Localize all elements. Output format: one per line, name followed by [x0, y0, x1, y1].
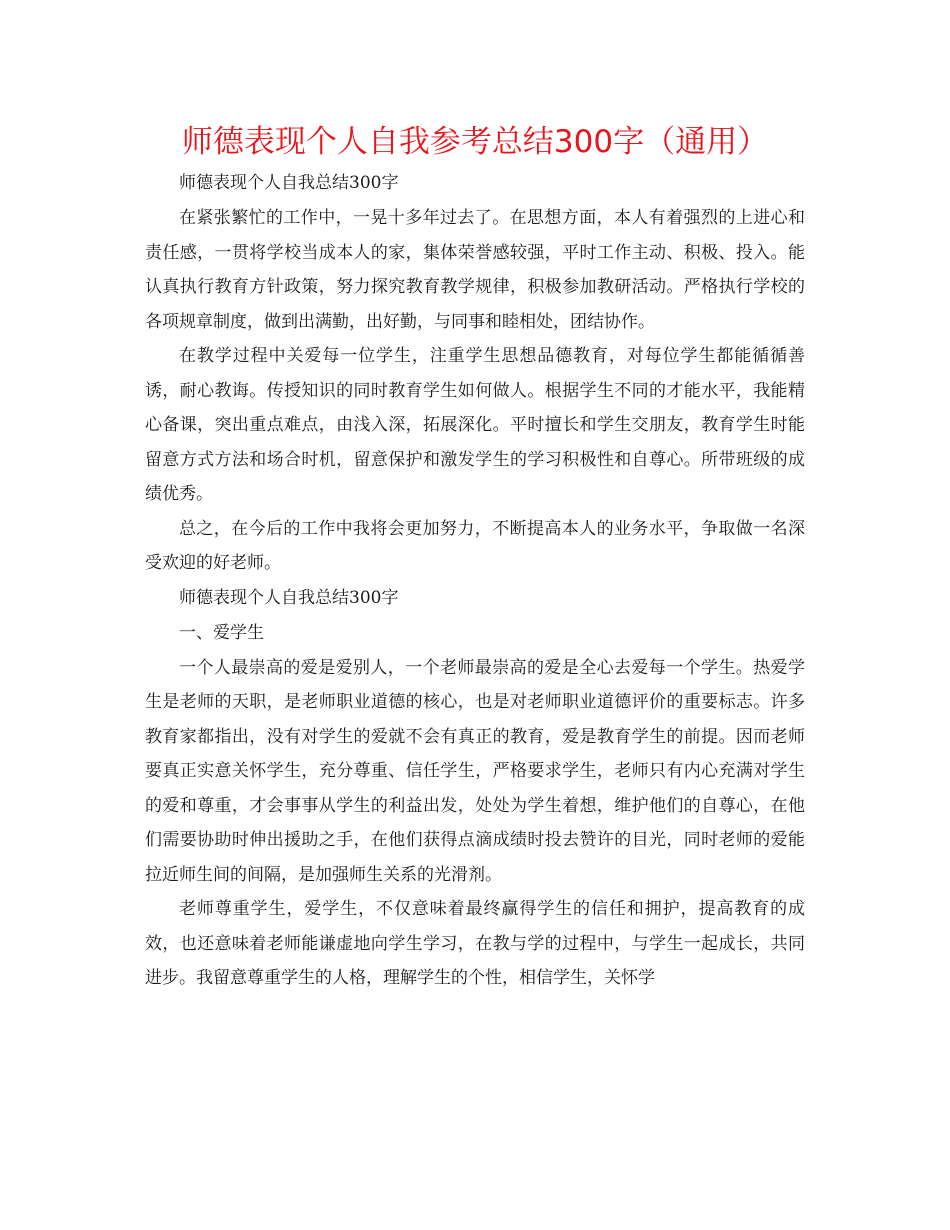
- document-title: 师德表现个人自我参考总结300字（通用）: [181, 124, 769, 160]
- section-heading: 师德表现个人自我总结300字: [179, 587, 399, 608]
- section-heading: 师德表现个人自我总结300字: [179, 173, 399, 193]
- paragraph: 在教学过程中关爱每一位学生，注重学生思想品德教育，对每位学生都能循循善诱，耐心教诲。传授知识的同时教育学生如何做人。根据学生不同的才能水平，我能精心备课，突出重点难点，由浅入深，拓展深化。平时擅长和学生交朋友，教育学生时能留意方式方法和场合时机，留意保护和激发学生的学习积极性和自尊心。所带班级的成绩优秀。: [145, 346, 805, 504]
- paragraph: 在紧张繁忙的工作中，一晃十多年过去了。在思想方面，本人有着强烈的上进心和责任感，一贯将学校当成本人的家，集体荣誉感较强，平时工作主动、积极、投入。能认真执行教育方针政策，努力探究教育教学规律，积极参加教研活动。严格执行学校的各项规章制度，做到出满勤，出好勤，与同事和睦相处，团结协作。: [145, 208, 805, 332]
- paragraph: 总之，在今后的工作中我将会更加努力，不断提高本人的业务水平，争取做一名深受欢迎的好老师。: [145, 518, 805, 573]
- paragraph: 老师尊重学生，爱学生，不仅意味着最终赢得学生的信任和拥护，提高教育的成效，也还意味着老师能谦虚地向学生学习，在教与学的过程中，与学生一起成长，共同进步。我留意尊重学生的人格，理解学生的个性，相信学生，关怀学: [145, 899, 805, 988]
- document-body: [145, 166, 805, 996]
- subsection-heading: 一、爱学生: [179, 622, 264, 643]
- paragraph: 一个人最崇高的爱是爱别人，一个老师最崇高的爱是全心去爱每一个学生。热爱学生是老师的天职，是老师职业道德的核心，也是对老师职业道德评价的重要标志。许多教育家都指出，没有对学生的爱就不会有真正的教育，爱是教育学生的前提。因而老师要真正实意关怀学生，充分尊重、信任学生，严格要求学生，老师只有内心充满对学生的爱和尊重，才会事事从学生的利益出发，处处为学生着想，维护他们的自尊心，在他们需要协助时伸出援助之手，在他们获得点滴成绩时投去赞许的目光，同时老师的爱能拉近师生间的间隔，是加强师生关系的光滑剂。: [145, 657, 805, 885]
